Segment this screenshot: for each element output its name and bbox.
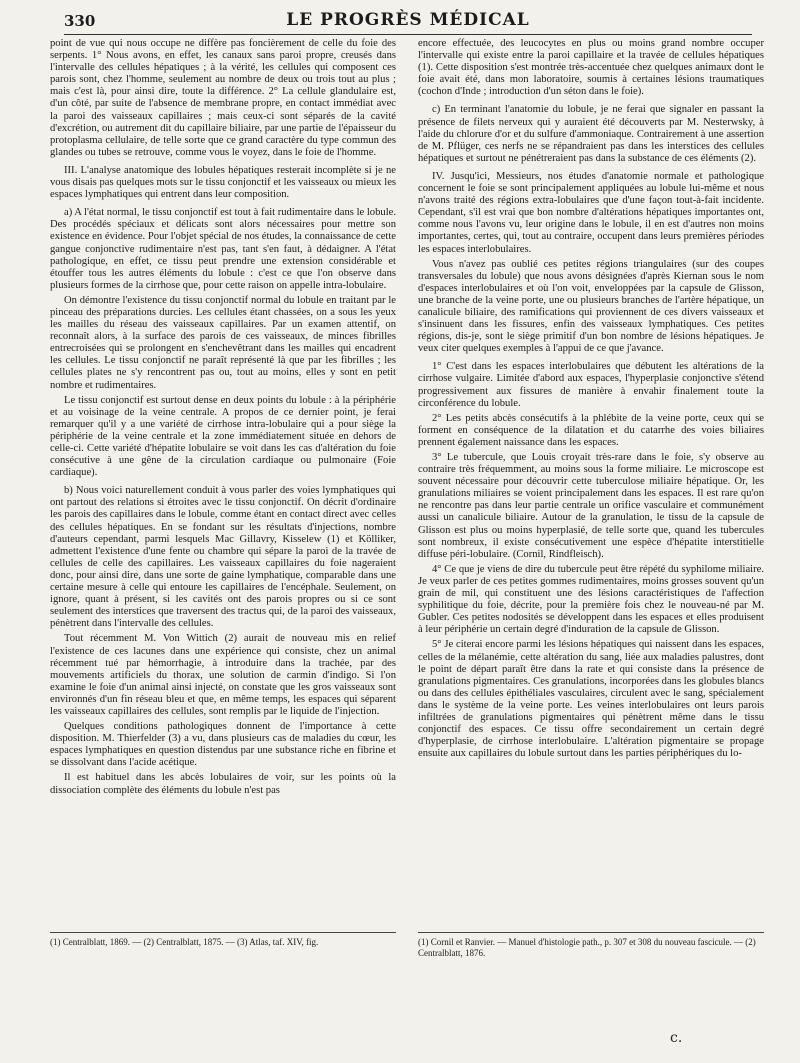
paragraph: encore effectuée, des leucocytes en plus ou moins grand nombre occuper l'intervalle qui existe entre la paroi capillaire et la travée de cellules hépatiques (1). Cette disposition s'est montrée très-accentuée chez quelques animaux dont le foie avait été, dans mon laboratoire, soumis à certaines lésions traumatiques (cochon d'Inde ; introduction d'un séton dans le foie). xyxy=(418,38,764,98)
running-head xyxy=(64,6,752,35)
paragraph: III. L'analyse anatomique des lobules hépatiques resterait incomplète si je ne vous disais pas quelques mots sur le tissu conjonctif et les vaisseaux ou mieux les espaces lymphatiques qui entrent dans leur composition. xyxy=(50,164,396,201)
paragraph: Quelques conditions pathologiques donnent de l'importance à cette disposition. M. Thierfelder (3) a vu, dans plusieurs cas de maladies du cœur, les espaces lymphatiques en question distendus par une substance riche en fibrine et se dissolvant dans l'acide acétique. xyxy=(50,721,396,769)
paragraph: On démontre l'existence du tissu conjonctif normal du lobule en traitant par le pinceau des préparations durcies. Les cellules étant chassées, on a sous les yeux les mailles du réseau des vaisseaux capillaires. Par un examen attentif, on reconnaît alors, à la surface des parois de ces vaisseaux, de minces fibrilles entrecroisées qui se prolongent en s'enchevêtrant dans les mailles qui encadrent les cellules. Le tissu conjonctif ne paraît représenté là que par les fibrilles ; les cellules plates ne s'y rencontrent pas ou, tout au moins, elles y sont en petit nombre et rudimentaires. xyxy=(50,294,396,391)
paragraph: 3° Le tubercule, que Louis croyait très-rare dans le foie, s'y observe au contraire très fréquemment, au moins sous la forme miliaire. Le microscope est souvent nécessaire pour découvrir cette tuberculose miliaire hépatique. Or, les granulations miliaires se voient principalement dans les espaces. Il est rare qu'on ne rencontre pas dans leur partie centrale un orifice vasculaire et communément aussi un canalicule biliaire. Autour de la granulation, le tissu de la capsule de Glisson est plus ou moins hyperplasié, de telle sorte que, quand les tubercules sont nombreux, il existe consécutivement une espèce d'hépatite interstitielle diffuse péri-lobulaire. (Cornil, Rindfleisch). xyxy=(418,452,764,560)
paragraph: 2° Les petits abcès consécutifs à la phlébite de la veine porte, ceux qui se forment en conséquence de la dilatation et du catarrhe des voies biliaires prennent également naissance dans les espaces. xyxy=(418,412,764,448)
journal-title: LE PROGRÈS MÉDICAL xyxy=(286,10,530,30)
paragraph: 5° Je citerai encore parmi les lésions hépatiques qui naissent dans les espaces, celles de la mélanémie, cette altération du sang, liée aux maladies palustres, dont le point de départ paraît être dans la rate et qui consiste dans la présence de granulations pigmentaires. Ces granulations, incorporées dans les globules blancs ou dans des cellules épithéliales vasculaires, circulent avec le sang, spécialement dans le système de la veine porte. Les veines interlobulaires ont leurs parois infiltrées de granulations pigmentaires qui pénètrent même dans le tissu conjonctif des espaces. Ce tissu offre secondairement un certain degré d'hyperplasie, de cirrhose interlobulaire. L'altération pigmentaire se propage ensuite aux capillaires du lobule surtout dans les parties périphériques du lo- xyxy=(418,639,764,760)
footnotes-left: (1) Centralblatt, 1869. — (2) Centralblatt, 1875. — (3) Atlas, taf. XIV, fig. xyxy=(50,932,396,987)
paragraph: 1° C'est dans les espaces interlobulaires que débutent les altérations de la cirrhose vulgaire. Limitée d'abord aux espaces, l'hyperplasie conjonctive s'étend progressivement aux fissures de manière à envahir finalement toute la circonférence du lobule. xyxy=(418,361,764,409)
left-column xyxy=(50,38,396,918)
paragraph: IV. Jusqu'ici, Messieurs, nos études d'anatomie normale et pathologique concernent le foie se sont principalement appliquées au lobule lui-même et nous n'avons traité des régions extra-lobulaires que d'une façon tout-à-fait incidente. Cependant, s'il est vrai que bon nombre d'altérations hépatiques importantes ont, comme nous l'avons vu, leur origine dans le lobule, il en est d'autres non moins importantes, certes, qui, tout au contraire, occupent dans leurs premières périodes les espaces interlobulaires. xyxy=(418,170,764,255)
footnotes-right: (1) Cornil et Ranvier. — Manuel d'histologie path., p. 307 et 308 du nouveau fascicule. — (2) Centralblatt, 1876. xyxy=(418,932,764,987)
paragraph: point de vue qui nous occupe ne diffère pas foncièrement de celle du foie des serpents. 1° Nous avons, en effet, les canaux sans paroi propre, creusés dans l'intervalle des cellules hépatiques ; à la vérité, les cellules qui composent ces parois sont, chez l'homme, seulement au nombre de deux ou trois tout au plus ; mais c'est là, pour ainsi dire, toute la différence. 2° La cellule glandulaire est, d'un côté, par suite de l'absence de membrane propre, en contact immédiat avec la paroi des vaisseaux capillaires ; mais ceux-ci sont séparés de la cavité d'excrétion, ou autrement dit du capillaire biliaire, par une partie de l'épaisseur du protoplasma cellulaire, de telle sorte que ce grand caractère du type commun des glandes ou tubes se retrouve, comme vous le voyez, dans le foie de l'homme. xyxy=(50,38,396,158)
paragraph: Le tissu conjonctif est surtout dense en deux points du lobule : à la périphérie et au voisinage de la veine centrale. A propos de ce dernier point, je ferai remarquer qu'il y a une variété de cirrhose intra-lobulaire qui a pour siège la périphérie de la veine centrale et la zone immédiatement située en dehors de celle-ci. Cette variété d'hépatite lobulaire se voit dans les cas d'altération du foie consécutive à une gêne de la circulation cardiaque ou pulmonaire (Foie cardiaque). xyxy=(50,394,396,479)
paragraph: b) Nous voici naturellement conduit à vous parler des voies lymphatiques qui ont partout des relations si étroites avec le tissu conjonctif. On décrit d'ordinaire les parois des capillaires dans le lobule, comme étant en contact direct avec celles des cellules hépatiques. En se fondant sur les résultats d'injections, nombre d'auteurs cependant, parmi lesquels Mac Gillavry, Kisselew (1) et Kölliker, admettent l'existence d'une fente ou chambre qui sépare la paroi de la travée de cellules de celle des capillaires. Les vaisseaux capillaires du foie nageraient donc, pour ainsi dire, dans une sorte de gaine lymphatique, comparable dans une certaine mesure à celle qui entoure les capillaires de l'encéphale. Seulement, on ignore, quant à présent, si les cavités ont des parois propres ou si ce sont seulement des interstices que traversent des tractus qui, de la paroi des vaisseaux, pénètrent dans l'intervalle des cellules. xyxy=(50,485,396,630)
marginal-mark: c. xyxy=(670,1030,683,1046)
paragraph: a) A l'état normal, le tissu conjonctif est tout à fait rudimentaire dans le lobule. Des procédés spéciaux et délicats sont alors nécessaires pour mettre son existence en évidence. Pour l'objet spécial de nos études, la connaissance de cette gangue conjonctive rudimentaire n'est pas, tant s'en faut, à dédaigner. A l'état pathologique, en effet, ce tissu peut prendre une extension considérable et étouffer tous les autres éléments du lobule : c'est ce que l'on observe dans plusieurs formes de la cirrhose que, pour cette raison on appelle intra-lobulaire. xyxy=(50,207,396,291)
paragraph: Tout récemment M. Von Wittich (2) aurait de nouveau mis en relief l'existence de ces lacunes dans une expérience qui consiste, chez un animal récemment tué par hémorrhagie, à introduire dans la trachée, par des mouvements artificiels du thorax, une solution de carmin d'indigo. Si l'on examine le foie d'un animal ainsi injecté, on constate que les gros vaisseaux sont environnés d'un fin réseau bleu et que, en même temps, les espaces qui séparent les vaisseaux capillaires des cellules, sont remplis par le liquide de l'injection. xyxy=(50,633,396,717)
paragraph: Vous n'avez pas oublié ces petites régions triangulaires (sur des coupes transversales du lobule) que nous avons désignées d'après Kiernan sous le nom d'espaces interlobulaires et où l'on voit, enveloppées par la capsule de Glisson, une branche de la veine porte, une ou plusieurs branches de l'artère hépatique, un canalicule biliaire, des ramifications qui proviennent de ces divers vaisseaux et s'insinuent dans les fissures, enfin des vaisseaux lymphatiques. Ces petites régions, dis-je, sont le siège primitif d'un bon nombre de lésions hépatiques. Je veux citer quelques exemples à l'appui de ce que j'avance. xyxy=(418,258,764,355)
paragraph: Il est habituel dans les abcès lobulaires de voir, sur les points où la dissociation complète des éléments du lobule n'est pas xyxy=(50,772,396,796)
right-column xyxy=(418,38,764,918)
paragraph: 4° Ce que je viens de dire du tubercule peut être répété du syphilome miliaire. Je veux parler de ces petites gommes rudimentaires, moins grosses souvent qu'un grain de mil, qui constituent une des lésions caractéristiques de l'affection syphilitique du foie, décrite, pour la première fois chez le nouveau-né par M. Gubler. Ces petites nodosités se développent dans les espaces et elles produisent à leur périphérie un certain degré d'induration de la capsule de Glisson. xyxy=(418,563,764,636)
page-number: 330 xyxy=(64,12,96,30)
paragraph: c) En terminant l'anatomie du lobule, je ne ferai que signaler en passant la présence de filets nerveux qui y auraient été découverts par M. Nesterwsky, à l'aide du chlorure d'or et du sulfure d'ammoniaque. Contrairement à une assertion de M. Pflüger, ces nerfs ne se répandraient pas dans les interstices des cellules hépatiques et surtout ne pénétreraient pas dans la substance de ces éléments (2). xyxy=(418,104,764,164)
